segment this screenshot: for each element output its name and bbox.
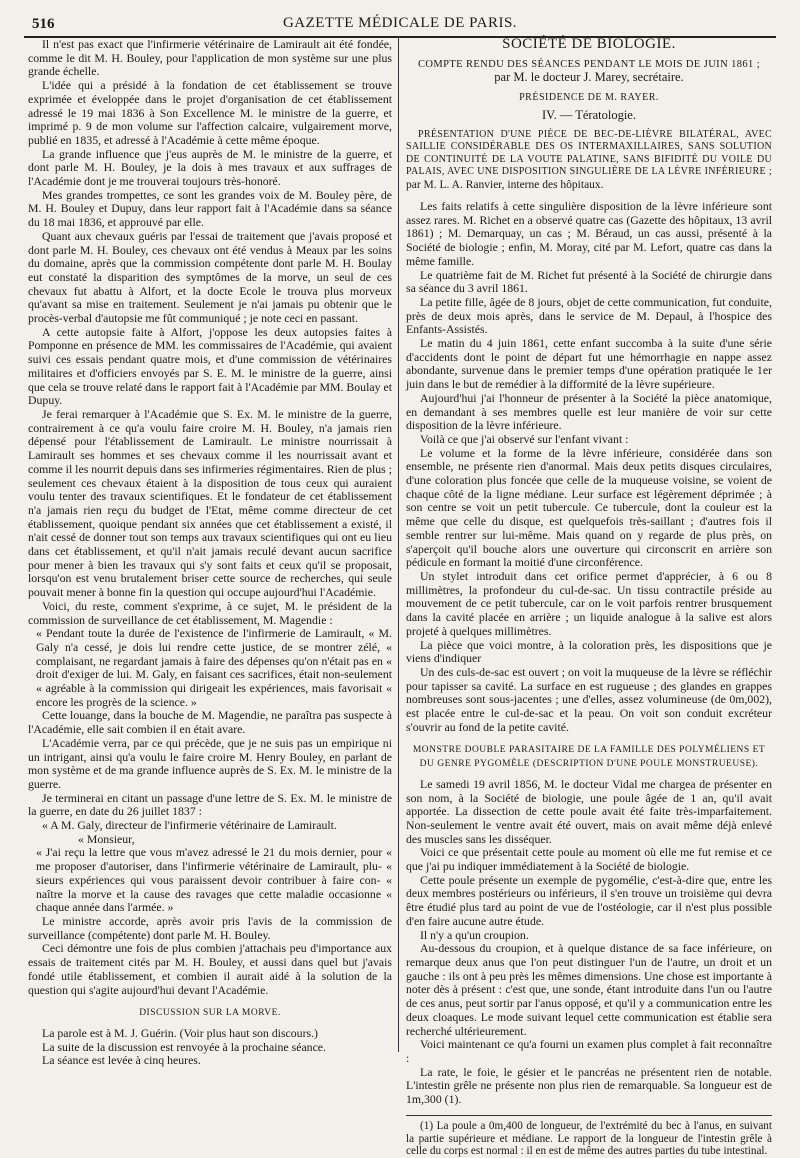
right-paragraph: Cette poule présente un exemple de pygomélie, c'est-à-dire que, entre les deux membres postérieurs ou inférieurs, il s'en trouve un troisième qui devra être étudié plus tard au point de vue de l'ostéologie, car il n'est plus possible d'en faire aucune autre étude. — [406, 872, 772, 928]
right-paragraph: Au-dessous du croupion, et à quelque distance de sa face inférieure, on remarque deux anus que l'on peut distinguer l'un de l'autre, un droit et un gauche : ils ont à peu près les mêmes dimensions. Une chose est importante à noter dès à présent : c'est que, une sonde, étant introduite dans l'un ou l'autre de ces anus, peut sortir par l'anus opposé, et qu'il y a communication entre les deux cloaques. Le mode suivant lequel cette communication est établie sera recherché ultérieurement. — [406, 941, 772, 1038]
report-heading: COMPTE RENDU DES SÉANCES PENDANT LE MOIS DE JUIN 1861 ; — [417, 58, 761, 70]
right-paragraph: Le matin du 4 juin 1861, cette enfant succomba à la suite d'une série d'accidents dont le point de départ fut une hémorrhagie en nappe assez abondante, survenue dans le premier temps d'une opération pratiquée le 1er juin dans le but de remédier à la difformité de la lèvre supérieure. — [406, 336, 772, 392]
left-paragraph: Je terminerai en citant un passage d'une lettre de S. Ex. M. le ministre de la guerre, en date du 26 juillet 1837 : — [28, 790, 392, 819]
left-paragraph: Ceci démontre une fois de plus combien j'attachais peu d'importance aux essais de traitement cités par M. H. Bouley, et aussi dans quel but j'avais fondé utile établissement, et combien il aurait aidé à la solution de la question qui s'agite aujourd'hui devant l'Académie. — [28, 941, 392, 997]
right-paragraph: La pièce que voici montre, à la coloration près, les dispositions que je viens d'indiquer — [406, 637, 772, 666]
page-number: 516 — [32, 16, 55, 32]
right-paragraph: La petite fille, âgée de 8 jours, objet de cette communication, fut conduite, près de deux mois après, dans le service de M. Depaul, à l'hospice des Enfants-Assistés. — [406, 294, 772, 337]
society-title: SOCIÉTÉ DE BIOLOGIE. — [502, 36, 676, 52]
discussion-title: DISCUSSION SUR LA MORVE. — [139, 1008, 281, 1019]
right-paragraph: Le volume et la forme de la lèvre inférieure, considérée dans son ensemble, ne présente rien d'anormal. Mais deux petits disques circulaires, d'une coloration plus foncée que celle de la muqueuse voisine, se voient de chaque côté de la ligne médiane. Leur surface est légèrement déprimée ; à son centre se voit un petit tubercule. Ce tubercule, dont la couleur est la même que celle du disque, est quelquefois très-saillant ; d'autres fois il semble rentrer sur lui-même. Mais quand on y regarde de plus près, on s'aperçoit qu'il bouche alors une ouverture qui circonscrit en arrière son pédicule en formant la moitié d'une circonférence. — [406, 445, 772, 570]
closing-line: La séance est levée à cinq heures. — [42, 1053, 201, 1068]
left-paragraph: Cette louange, dans la bouche de M. Magendie, ne paraîtra pas suspecte à l'Académie, elle sait combien il en était avare. — [28, 708, 392, 737]
magendie-quote: « Pendant toute la durée de l'existence de l'infirmerie de Lamirault, « M. Galy n'a cessé, je dois lui rendre cette justice, de se montrer zélé, « complaisant, ne regardant jamais à faire des dépenses qu'on n'était pas en « droit d'exiger de lui. M. Galy, en faisant ces sacrifices, était non-seulement « agréable à la commission qui dirigeait les expériences, mais favorisait « encore les progrès de la science. » — [36, 626, 392, 709]
letter-salutation: « Monsieur, — [78, 831, 135, 846]
right-paragraph: Le quatrième fait de M. Richet fut présenté à la Société de chirurgie dans sa séance du 3 avril 1861. — [406, 267, 772, 296]
right-paragraph: Les faits relatifs à cette singulière disposition de la lèvre inférieure sont assez rares. M. Richet en a observé quatre cas (Gazette des hôpitaux, 13 avril 1861) ; M. Demarquay, un cas ; M. Béraud, un cas aussi, présenté à la Société de biologie ; enfin, M. Moray, cité par M. Lefort, quatre cas dans la même famille. — [406, 199, 772, 268]
presentation-text: PRÉSENTATION D'UNE PIÈCE DE BEC-DE-LIÈVRE BILATÉRAL, AVEC SAILLIE CONSIDÉRABLE DES OS INTERMAXILLAIRES, SANS SOLUTION DE CONTINUITÉ DE LA VOUTE PALATINE, SANS BIFIDITÉ DU VOILE DU PALAIS, AVEC UNE DISPOSITION SINGULIÈRE DE LA LÈVRE INFÉRIEURE ; — [406, 128, 772, 178]
column-divider — [398, 38, 399, 1052]
presentation-title — [406, 129, 772, 193]
right-paragraph: Voici ce que présentait cette poule au moment où elle me fut remise et ce que j'ai pu indiquer immédiatement à la Société de biologie. — [406, 845, 772, 874]
right-paragraph: Aujourd'hui j'ai l'honneur de présenter à la Société la pièce anatomique, en demandant à ses membres quelle est leur manière de voir sur cette disposition de la lèvre inférieure. — [406, 390, 772, 433]
left-paragraph: Mes grandes trompettes, ce sont les grandes voix de M. Bouley père, de M. H. Bouley et Dupuy, dans leur rapport fait à l'Académie dans sa séance du 18 mai 1836, et approuvé par elle. — [28, 187, 392, 230]
right-paragraph: La rate, le foie, le gésier et le pancréas ne présentent rien de notable. L'intestin grêle ne présente non plus rien de remarquable. Sa longueur est de 1m,300 (1). — [406, 1064, 772, 1107]
closing-line: La parole est à M. J. Guérin. (Voir plus haut son discours.) — [42, 1025, 318, 1040]
right-paragraph: Il n'y a qu'un croupion. — [420, 927, 529, 942]
letter-body: « J'ai reçu la lettre que vous m'avez adressé le 21 du mois dernier, pour « me proposer d'autoriser, dans l'infirmerie vétérinaire de Lamirault, plu- « sieurs expériences qui vous paraissent devoir contribuer à faire con- « naître la morve et la cause des ravages que cette maladie occasionne « chaque année dans l'armée. » — [36, 845, 392, 915]
right-paragraph: Un des culs-de-sac est ouvert ; on voit la muqueuse de la lèvre se réfléchir pour tapisser sa cavité. La surface en est rugueuse ; des glandes en grappes nombreuses sont sous-jacentes ; une d'elles, assez volumineuse (de 0m,002), est placée entre le cul-de-sac et la peau. On voit son conduit excréteur s'ouvrir au fond de la petite cavité. — [406, 664, 772, 734]
right-column — [406, 36, 772, 1158]
left-paragraph: Voici, du reste, comment s'exprime, à ce sujet, M. le président de la commission de surveillance de cet établissement, M. Magendie : — [28, 598, 392, 627]
left-paragraph: A cette autopsie faite à Alfort, j'oppose les deux autopsies faites à Pomponne en présence de MM. les commissaires de l'Académie, qui avaient suivi ces essais pendant quatre mois, et d'une commission de vétérinaires militaires et d'officiers envoyés par S. E. M. le ministre de la guerre, ainsi que cela se trouve relaté dans le rapport fait à l'Académie par MM. Boulay et Dupuy. — [28, 324, 392, 408]
section-heading: IV. — Tératologie. — [542, 107, 636, 122]
left-paragraph: Je ferai remarquer à l'Académie que S. Ex. M. le ministre de la guerre, contrairement à ce qu'a voulu faire croire M. H. Bouley, n'a jamais rien dépensé pour l'établissement de Lamirault. Le ministre nourrissait à Lamirault ses hommes et ses chevaux comme il les nourrissait avant et comme il les nourrit depuis dans ses infirmeries régimentaires. Rien de plus ; seulement ces chevaux étaient à la disposition de tous ceux qui auraient voulu tenter des travaux scientifiques. Et le fondateur de cet établissement n'a jamais rien reçu du budget de l'Etat, même comme directeur de cet établissement, quoique pendant six années que cet établissement a existé, il n'ait cessé de donner tout son temps aux travaux scientifiques qui ont eu lieu dans cet établissement, et qu'il n'ait jamais reculé devant aucun sacrifice pour mener à bien les travaux qui s'y sont faits et ceux qu'il se proposait, lorsqu'on est venu brutalement briser cette source de recherches, qui seule pouvait mener à bonne fin la question qui occupe aujourd'hui l'Académie. — [28, 406, 392, 600]
presidency-line: PRÉSIDENCE DE M. RAYER. — [519, 92, 659, 104]
left-column — [28, 37, 392, 1068]
right-paragraph: Le samedi 19 avril 1856, M. le docteur Vidal me chargea de présenter en son nom, à la Société de biologie, une poule âgée de 1 an, qu'il avait apportée. La dissection de cette poule avait été faite très-imparfaitement. Non-seulement le ventre avait été ouvert, mais on avait même déjà enlevé des muscles sans les disséquer. — [406, 776, 772, 846]
left-paragraph: Il n'est pas exact que l'infirmerie vétérinaire de Lamirault ait été fondée, comme le dit M. H. Bouley, pour l'application de mon système sur une plus grande échelle. — [28, 37, 392, 79]
page-header — [24, 12, 776, 38]
left-paragraph: L'idée qui a présidé à la fondation de cet établissement se trouve exprimée et éveloppée dans le projet d'organisation de cet établissement adressé le 19 mai 1836 à Son Excellence M. le ministre de la guerre, et imprimé p. 9 de mon volume sur l'affection calcaire, vulgairement morve, publié en 1835, et adressé à l'Académie à cette même époque. — [28, 78, 392, 147]
presentation-author: par M. L. A. Ranvier, interne des hôpitaux. — [406, 178, 604, 191]
left-paragraph: La grande influence que j'eus auprès de M. le ministre de la guerre, et dont parle M. H. Bouley, je la dois à mes travaux et aux suffrages de l'Académie dont je me trouverai toujours très-honoré. — [28, 146, 392, 189]
right-paragraph: Un stylet introduit dans cet orifice permet d'apprécier, à 6 ou 8 millimètres, la profondeur du cul-de-sac. Un tissu contractile préside au mouvement de ce petit tubercule, car on le voit parfois rentrer brusquement dans la cavité placée en arrière ; un liquide analogue à la salive est alors projeté à quelques millimètres. — [406, 569, 772, 638]
left-paragraph: Quant aux chevaux guéris par l'essai de traitement que j'avais proposé et dont parle M. H. Bouley, ces chevaux ont été vendus à Meaux par les soins du domaine, après que la commission compétente dont parle M. H. Boulay eut constaté la disparition des symptômes de la morve, un seul de ces chevaux fut abattu à Alfort, et la docte Ecole le trouva plus morveux qu'avant sa mise en traitement. Seulement je n'ai jamais pu obtenir que le procès-verbal d'autopsie me fût communiqué ; je note ceci en passant. — [28, 228, 392, 326]
footnote: (1) La poule a 0m,400 de longueur, de l'extrémité du bec à l'anus, en suivant la partie supérieure et médiane. Le rapport de la longueur de l'intestin grêle à celle du corps est normal : il en est de même des autres parties du tube intestinal. — [406, 1119, 772, 1158]
letter-address: « A M. Galy, directeur de l'infirmerie vétérinaire de Lamirault. — [42, 818, 337, 833]
closing-line: La suite de la discussion est renvoyée à la prochaine séance. — [42, 1039, 326, 1054]
left-paragraph: Le ministre accorde, après avoir pris l'avis de la commission de surveillance (compétente) dont parle M. H. Bouley. — [28, 914, 392, 942]
footnote-rule — [406, 1115, 772, 1116]
right-paragraph: Voici maintenant ce qu'a fourni un examen plus complet à fait reconnaître : — [406, 1037, 772, 1065]
monster-title: MONSTRE DOUBLE PARASITAIRE DE LA FAMILLE DES POLYMÉLIENS ET DU GENRE PYGOMÈLE (DESCRIPTION D'UNE POULE MONSTRUEUSE). — [412, 745, 766, 770]
left-paragraph: L'Académie verra, par ce qui précède, que je ne suis pas un empirique ni un intrigant, ainsi qu'a voulu le faire croire M. Henry Bouley, en parlant de mon système et de ma grande influence auprès de S. Ex. M. le ministre de la guerre. — [28, 735, 392, 791]
two-column-body — [24, 36, 776, 1158]
running-title: GAZETTE MÉDICALE DE PARIS. — [282, 15, 518, 31]
right-paragraph: Voilà ce que j'ai observé sur l'enfant vivant : — [420, 431, 629, 446]
report-secretary: par M. le docteur J. Marey, secrétaire. — [494, 70, 684, 85]
